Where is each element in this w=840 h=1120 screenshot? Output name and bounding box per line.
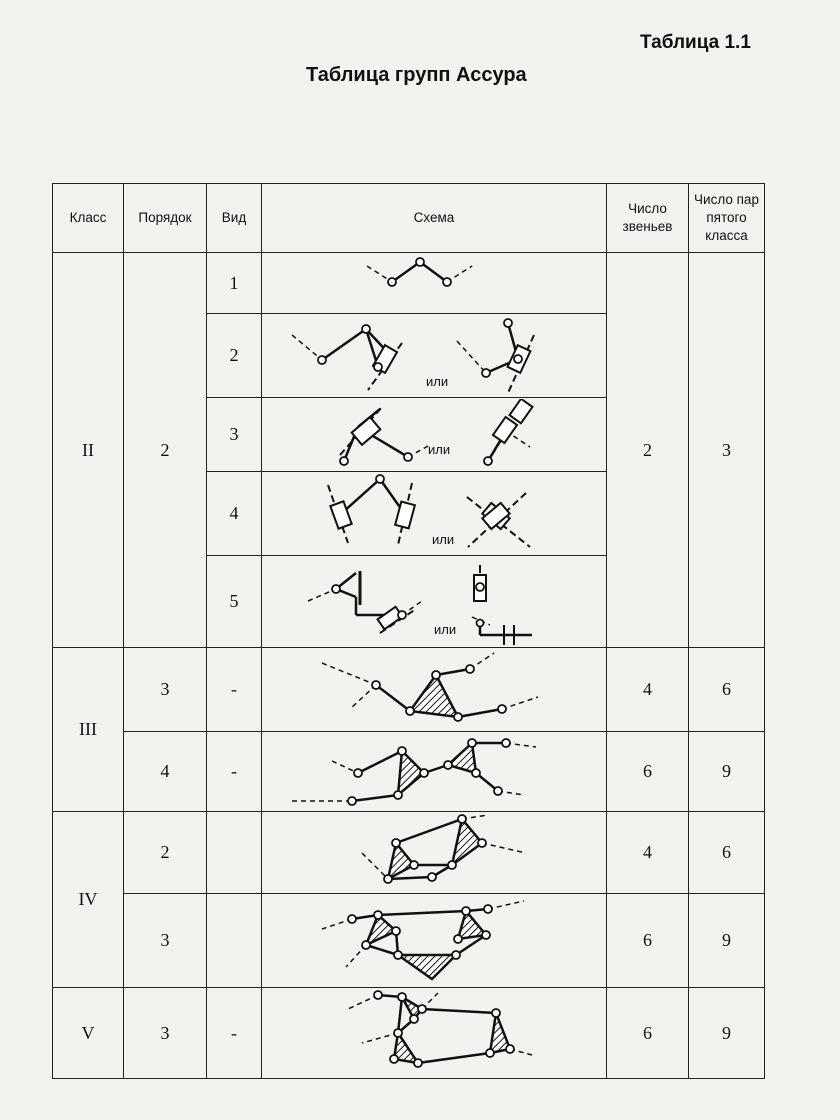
links-cell: 2 xyxy=(607,253,689,648)
scheme-drawing xyxy=(262,813,606,893)
pairs-cell: 6 xyxy=(689,812,765,894)
table-row xyxy=(53,894,765,988)
table-row xyxy=(53,253,765,314)
or-label: или xyxy=(434,622,457,637)
scheme-cell xyxy=(262,314,607,398)
pairs-cell: 9 xyxy=(689,988,765,1079)
assur-groups-table xyxy=(52,183,765,1079)
order-cell: 2 xyxy=(124,253,207,648)
kind-cell: - xyxy=(207,732,262,812)
links-cell: 4 xyxy=(607,648,689,732)
scheme-cell xyxy=(262,988,607,1079)
kind-cell: 2 xyxy=(207,314,262,398)
order-cell: 2 xyxy=(124,812,207,894)
kind-cell: 3 xyxy=(207,398,262,472)
kind-cell xyxy=(207,894,262,988)
kind-cell: - xyxy=(207,988,262,1079)
header-order: Порядок xyxy=(124,184,207,253)
header-class: Класс xyxy=(53,184,124,253)
kind-cell: 5 xyxy=(207,556,262,648)
class-cell: IV xyxy=(53,812,124,988)
order-cell: 3 xyxy=(124,894,207,988)
order-cell: 3 xyxy=(124,648,207,732)
scheme-cell xyxy=(262,894,607,988)
class-cell: V xyxy=(53,988,124,1079)
table-row xyxy=(53,988,765,1079)
header-row xyxy=(53,184,765,253)
scheme-cell xyxy=(262,398,607,472)
scheme-cell xyxy=(262,812,607,894)
header-pairs: Число пар пятого класса xyxy=(689,184,765,253)
header-scheme: Схема xyxy=(262,184,607,253)
pairs-cell: 6 xyxy=(689,648,765,732)
scheme-cell xyxy=(262,648,607,732)
scheme-drawing xyxy=(262,649,606,731)
order-cell: 3 xyxy=(124,988,207,1079)
scheme-drawing xyxy=(262,895,606,987)
kind-cell: 1 xyxy=(207,253,262,314)
order-cell: 4 xyxy=(124,732,207,812)
or-label: или xyxy=(432,532,455,547)
pairs-cell: 9 xyxy=(689,894,765,988)
kind-cell: 4 xyxy=(207,472,262,556)
scheme-drawing xyxy=(262,399,606,471)
scheme-drawing xyxy=(262,989,606,1078)
pairs-cell: 9 xyxy=(689,732,765,812)
scheme-cell xyxy=(262,472,607,556)
table-caption: Таблица 1.1 xyxy=(640,32,751,53)
table-row xyxy=(53,732,765,812)
table-title: Таблица групп Ассура xyxy=(306,64,527,86)
scheme-cell xyxy=(262,253,607,314)
or-label: или xyxy=(426,374,449,389)
header-links: Число звеньев xyxy=(607,184,689,253)
scheme-cell xyxy=(262,732,607,812)
class-cell: II xyxy=(53,253,124,648)
class-cell: III xyxy=(53,648,124,812)
kind-cell: - xyxy=(207,648,262,732)
scheme-drawing xyxy=(262,733,606,811)
pairs-cell: 3 xyxy=(689,253,765,648)
or-label: или xyxy=(428,442,451,457)
links-cell: 6 xyxy=(607,732,689,812)
kind-cell xyxy=(207,812,262,894)
header-kind: Вид xyxy=(207,184,262,253)
scheme-drawing xyxy=(262,254,606,313)
links-cell: 4 xyxy=(607,812,689,894)
table-row xyxy=(53,812,765,894)
links-cell: 6 xyxy=(607,988,689,1079)
links-cell: 6 xyxy=(607,894,689,988)
scheme-cell xyxy=(262,556,607,648)
table-row xyxy=(53,648,765,732)
